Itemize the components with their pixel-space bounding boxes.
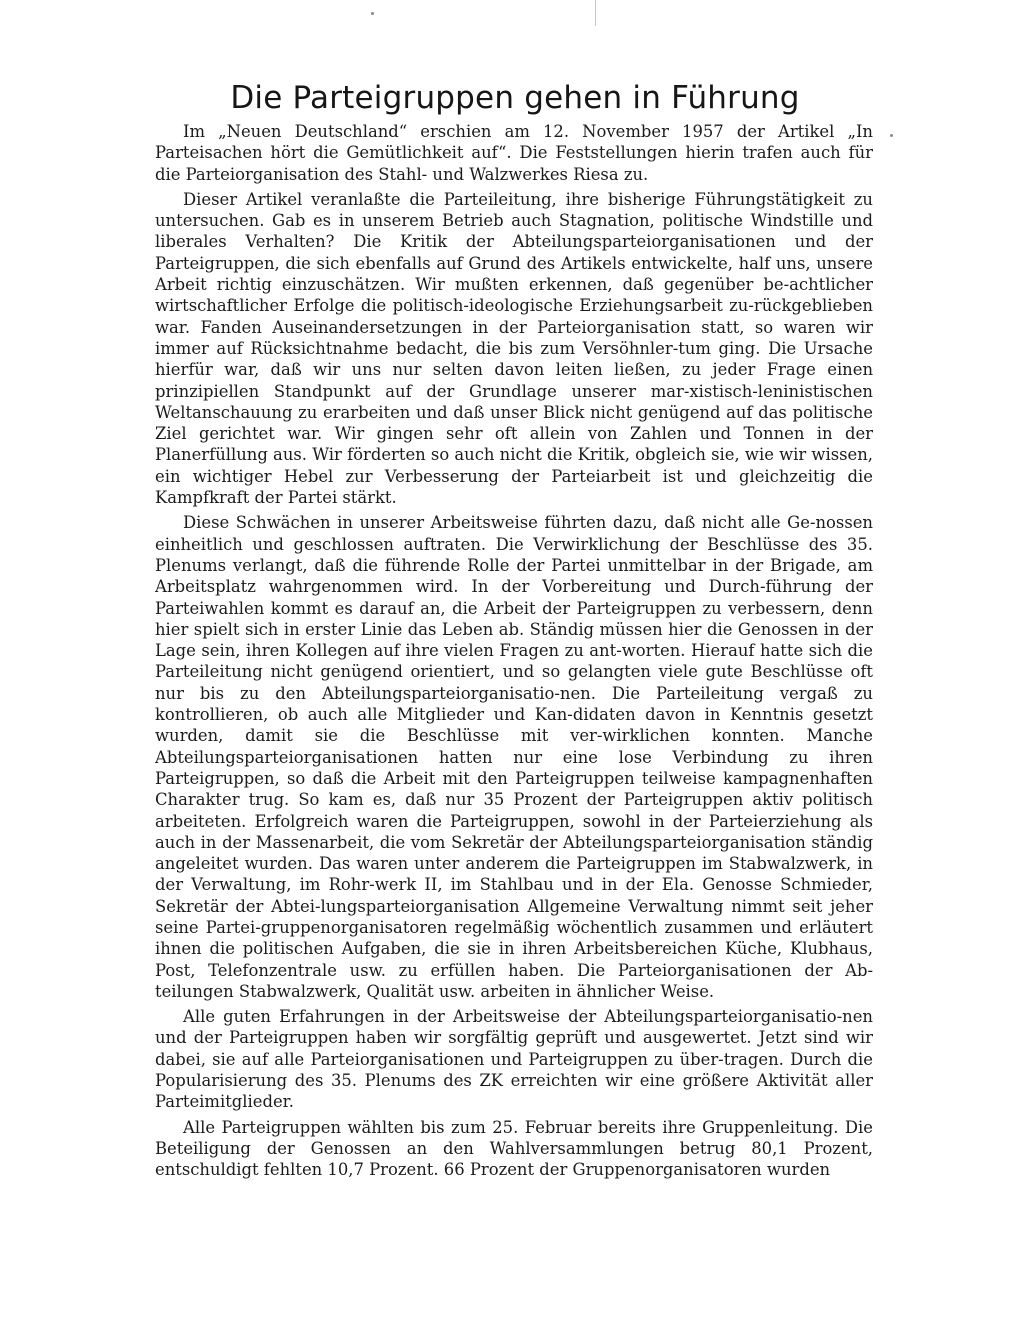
- scan-fold-line: [595, 0, 596, 26]
- paragraph-intro: Im „Neuen Deutschland“ erschien am 12. November 1957 der Artikel „In Parteisachen hört die Gemütlichkeit auf“. Die Feststellungen hierin trafen auch für die Parteiorganisation des Stahl- und Walzwerkes Riesa zu.: [155, 122, 873, 184]
- paragraph-experiences: Alle guten Erfahrungen in der Arbeitsweise der Abteilungsparteiorganisatio-nen und der Parteigruppen haben wir sorgfältig geprüft und ausgewertet. Jetzt sind wir dabei, sie auf alle Parteiorganisationen und Parteigruppen zu über-tragen. Durch die Popularisierung des 35. Plenums des ZK erreichten wir eine größere Aktivität aller Parteimitglieder.: [155, 1007, 873, 1112]
- scan-speck: [371, 12, 374, 15]
- article-body: [155, 121, 873, 1185]
- scan-speck: [890, 134, 893, 137]
- paragraph-elections: Alle Parteigruppen wählten bis zum 25. Februar bereits ihre Gruppenleitung. Die Beteiligung der Genossen an den Wahlversammlungen betrug 80,1 Prozent, entschuldigt fehlten 10,7 Prozent. 66 Prozent der Gruppenorganisatoren wurden: [155, 1117, 873, 1180]
- paragraph-analysis: Dieser Artikel veranlaßte die Parteileitung, ihre bisherige Führungstätigkeit zu untersuchen. Gab es in unserem Betrieb auch Stagnation, politische Windstille und liberales Verhalten? Die Kritik der Abteilungsparteiorganisationen und der Parteigruppen, die sich ebenfalls auf Grund des Artikels entwickelte, half uns, unsere Arbeit richtig einzuschätzen. Wir mußten erkennen, daß gegenüber be-achtlicher wirtschaftlicher Erfolge die politisch-ideologische Erziehungsarbeit zu-rückgeblieben war. Fanden Auseinandersetzungen in der Parteiorganisation statt, so waren wir immer auf Rücksichtnahme bedacht, die bis zum Versöhnler-tum ging. Die Ursache hierfür war, daß wir uns nur selten davon leiten ließen, zu jeder Frage einen prinzipiellen Standpunkt auf der Grundlage unserer mar-xistisch-leninistischen Weltanschauung zu erarbeiten und daß unser Blick nicht genügend auf das politische Ziel gerichtet war. Wir gingen sehr oft allein von Zahlen und Tonnen in der Planerfüllung aus. Wir förderten so auch nicht die Kritik, obgleich sie, wie wir wissen, ein wichtiger Hebel zur Verbesserung der Parteiarbeit ist und gleichzeitig die Kampfkraft der Partei stärkt.: [155, 189, 873, 508]
- paragraph-weaknesses: Diese Schwächen in unserer Arbeitsweise führten dazu, daß nicht alle Ge-nossen einheitlich und geschlossen auftraten. Die Verwirklichung der Beschlüsse des 35. Plenums verlangt, daß die führende Rolle der Partei unmittelbar in der Brigade, am Arbeitsplatz wahrgenommen wird. In der Vorbereitung und Durch-führung der Parteiwahlen kommt es darauf an, die Arbeit der Parteigruppen zu verbessern, denn hier spielt sich in erster Linie das Leben ab. Ständig müssen hier die Genossen in der Lage sein, ihren Kollegen auf ihre vielen Fragen zu ant-worten. Hierauf hatte sich die Parteileitung nicht genügend orientiert, und so gelangten viele gute Beschlüsse oft nur bis zu den Abteilungsparteiorganisatio-nen. Die Parteileitung vergaß zu kontrollieren, ob auch alle Mitglieder und Kan-didaten davon in Kenntnis gesetzt wurden, damit sie die Beschlüsse mit ver-wirklichen konnten. Manche Abteilungsparteiorganisationen hatten nur eine lose Verbindung zu ihren Parteigruppen, so daß die Arbeit mit den Parteigruppen teilweise kampagnenhaften Charakter trug. So kam es, daß nur 35 Prozent der Parteigruppen aktiv politisch arbeiteten. Erfolgreich waren die Parteigruppen, sowohl in der Parteierziehung als auch in der Massenarbeit, die vom Sekretär der Abteilungsparteiorganisation ständig angeleitet wurden. Das waren unter anderem die Parteigruppen im Stabwalzwerk, in der Verwaltung, im Rohr-werk II, im Stahlbau und in der Ela. Genosse Schmieder, Sekretär der Abtei-lungsparteiorganisation Allgemeine Verwaltung nimmt seit jeher seine Partei-gruppenorganisatoren regelmäßig wöchentlich zusammen und erläutert ihnen die politischen Aufgaben, die sie in ihren Arbeitsbereichen Küche, Klubhaus, Post, Telefonzentrale usw. zu erfüllen haben. Die Parteiorganisationen der Ab-teilungen Stabwalzwerk, Qualität usw. arbeiten in ähnlicher Weise.: [155, 513, 873, 1001]
- article-title: Die Parteigruppen gehen in Führung: [230, 80, 800, 116]
